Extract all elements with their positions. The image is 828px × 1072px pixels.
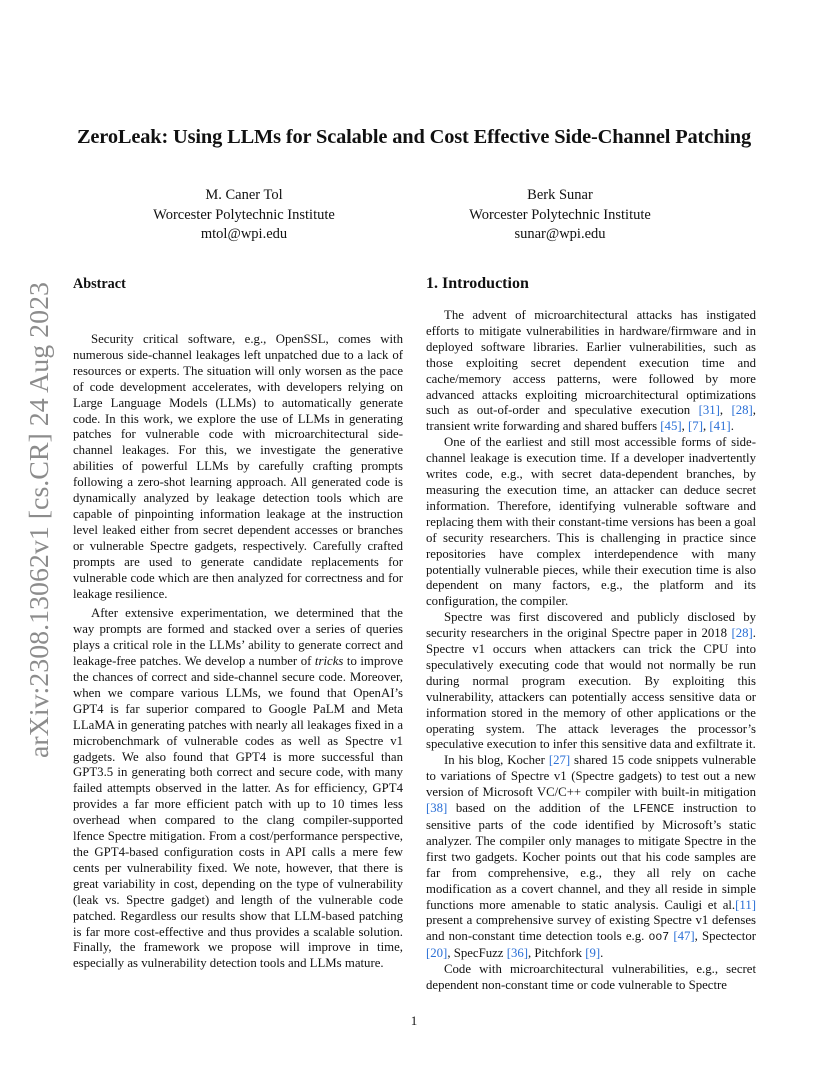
text-run: , xyxy=(719,403,732,418)
author-affiliation: Worcester Polytechnic Institute xyxy=(153,206,335,223)
arxiv-identifier-stamp xyxy=(18,280,58,760)
citation-link[interactable]: [41] xyxy=(709,419,731,434)
citation-link[interactable]: [45] xyxy=(660,419,682,434)
citation-link[interactable]: [36] xyxy=(506,946,529,961)
author-affiliation: Worcester Polytechnic Institute xyxy=(469,206,651,223)
author-name: Berk Sunar xyxy=(527,187,593,203)
text-run: After extensive experimentation, we determined that the way prompts are formed and stacked over a series of queries plays a critical role in the LLMs’ ability to generate correct and leakage-free patches. We develop a number of xyxy=(73,606,403,669)
citation-link[interactable]: [9] xyxy=(585,946,601,961)
author-email: mtol@wpi.edu xyxy=(200,226,288,242)
citation-link[interactable]: [31] xyxy=(698,403,720,418)
text-run: based on the addition of the xyxy=(447,801,633,816)
text-run: , SpecFuzz xyxy=(447,946,507,961)
text-run: , transient write forwarding and shared buffers xyxy=(426,403,756,434)
text-run: , xyxy=(702,419,710,434)
author-block-1 xyxy=(94,186,394,245)
text-run: , Pitchfork xyxy=(528,946,586,961)
text-run: present a comprehensive survey of existing Spectre v1 defenses and non-constant time detection tools e.g. xyxy=(426,913,756,944)
text-run: shared 15 code snippets vulnerable to variations of Spectre v1 (Spectre gadgets) to test out a new version of Microsoft VC/C++ compiler with built-in mitigation xyxy=(426,753,756,800)
intro-paragraph-3 xyxy=(426,610,756,753)
citation-link[interactable]: [11] xyxy=(735,897,756,912)
code-term: LFENCE xyxy=(632,803,675,817)
citation-link[interactable]: [28] xyxy=(731,403,753,418)
paper-title: ZeroLeak: Using LLMs for Scalable and Cost Effective Side-Channel Patching xyxy=(76,126,752,148)
intro-paragraph-2: One of the earliest and still most accessible forms of side-channel leakage is execution time. If a developer inadvertently writes code, e.g., with secret data-dependent branches, by measuring the execution time, an attacker can deduce secret information. Therefore, identifying vulnerable software and replacing them with their constant-time versions has been a goal of security researchers. This is challenging in practice since repositories have complex interdependence with many potentially vulnerable pieces, while their execution time is also dependent on many factors, e.g., the platform and its configuration, the compiler. xyxy=(426,435,756,609)
abstract-heading: Abstract xyxy=(73,276,126,292)
text-run: . xyxy=(730,419,734,434)
citation-link[interactable]: [7] xyxy=(688,419,703,434)
text-run: In his blog, Kocher xyxy=(444,753,549,768)
abstract-paragraph-1: Security critical software, e.g., OpenSSL, comes with numerous side-channel leakages left unpatched due to a lack of resources or experts. The situation will only worsen as the pace of code development accelerates, with developers relying on Large Language Models (LLMs) to automatically generate code. In this work, we explore the use of LLMs in generating patches for vulnerable code with microarchitectural side-channel leakages. For this, we investigate the generative abilities of powerful LLMs by carefully crafting prompts following a zero-shot learning approach. All generated code is dynamically analyzed by leakage detection tools which are capable of pinpointing information leakage at the instruction level leaked either from secret dependent accesses or branches or vulnerable Spectre gadgets, respectively. Carefully crafted prompts are used to generate candidate replacements for vulnerable code which are then analyzed for correctness and for leakage resilience. xyxy=(73,332,403,601)
emphasis-text: tricks xyxy=(314,654,344,669)
text-run: to improve the chances of correct and side-channel secure code. Moreover, when we compare various LLMs, we found that OpenAI’s GPT4 is far superior compared to Google PaLM and Meta LLaMA in generating patches with nearly all leakages fixed in a microbenchmark of vulnerable codes as well as Spectre v1 gadgets. We also found that GPT4 is more successful than GPT3.5 in generating both correct and secure code, with many failed attempts observed in the latter. As for efficiency, GPT4 provides a far more efficient patch with up to 10 times less overhead when compared to the clang compiler-supported lfence Spectre mitigation. From a cost/performance perspective, the GPT4-based configuration costs in API calls a mere few cents per vulnerability fixed. We note, however, that there is great variability in cost, depending on the type of vulnerability (leak vs. Spectre gadget) and length of the vulnerable code patched. Regardless our results show that LLM-based patching is far more cost-effective and thus provides a scalable solution. Finally, the framework we propose will improve in time, especially as vulnerability detection tools and LLMs mature. xyxy=(73,654,404,971)
intro-paragraph-5: Code with microarchitectural vulnerabilities, e.g., secret dependent non-constant time or code vulnerable to Spectre xyxy=(426,962,756,993)
text-run: instruction to sensitive parts of the code identified by Microsoft’s static analyzer. The compiler only manages to mitigate Spectre in the first two gadgets. Kocher points out that his code samples are far from comprehensive, e.g., they all rely on cache modification as a covert channel, and they all reside in simple functions more amenable to static analysis. Cauligi et al. xyxy=(426,801,756,912)
citation-link[interactable]: [47] xyxy=(673,929,695,944)
author-name: M. Caner Tol xyxy=(205,187,283,203)
author-email: sunar@wpi.edu xyxy=(514,226,606,242)
text-run: The advent of microarchitectural attacks has instigated efforts to mitigate vulnerabilities in hardware/firmware and in deployed software libraries. Earlier vulnerabilities, such as those exploiting secret dependent execution time and cache/memory access patterns, were followed by more advanced attacks exploiting microarchitectural optimizations such as out-of-order and speculative execution xyxy=(426,308,756,418)
text-run: , Spectector xyxy=(694,929,757,944)
citation-link[interactable]: [20] xyxy=(426,946,448,961)
intro-paragraph-1 xyxy=(426,308,756,435)
intro-paragraph-4 xyxy=(426,753,756,962)
introduction-heading: 1. Introduction xyxy=(426,275,529,292)
abstract-column xyxy=(73,276,403,972)
text-run: . Spectre v1 occurs when attackers can trick the CPU into speculatively executing code that would not normally be run during normal program execution. By exploiting this vulnerability, attackers can potentially access sensitive data or information stored in the memory of other applications or the operating system. The attack leverages the processor’s speculative execution to infer this sensitive data and exfiltrate it. xyxy=(426,626,756,752)
author-block-2 xyxy=(410,186,710,245)
code-term: oo7 xyxy=(648,931,670,945)
text-run: , xyxy=(681,419,689,434)
text-run: Spectre was first discovered and publicly disclosed by security researchers in the original Spectre paper in 2018 xyxy=(426,610,756,641)
page-number: 1 xyxy=(410,1013,418,1028)
arxiv-id-text: arXiv:2308.13062v1 [cs.CR] 24 Aug 2023 xyxy=(24,297,54,758)
citation-link[interactable]: [28] xyxy=(731,626,753,641)
abstract-paragraph-2 xyxy=(73,606,403,972)
text-run: . xyxy=(600,946,604,961)
citation-link[interactable]: [38] xyxy=(426,801,448,816)
citation-link[interactable]: [27] xyxy=(548,753,571,768)
introduction-column xyxy=(426,276,756,994)
